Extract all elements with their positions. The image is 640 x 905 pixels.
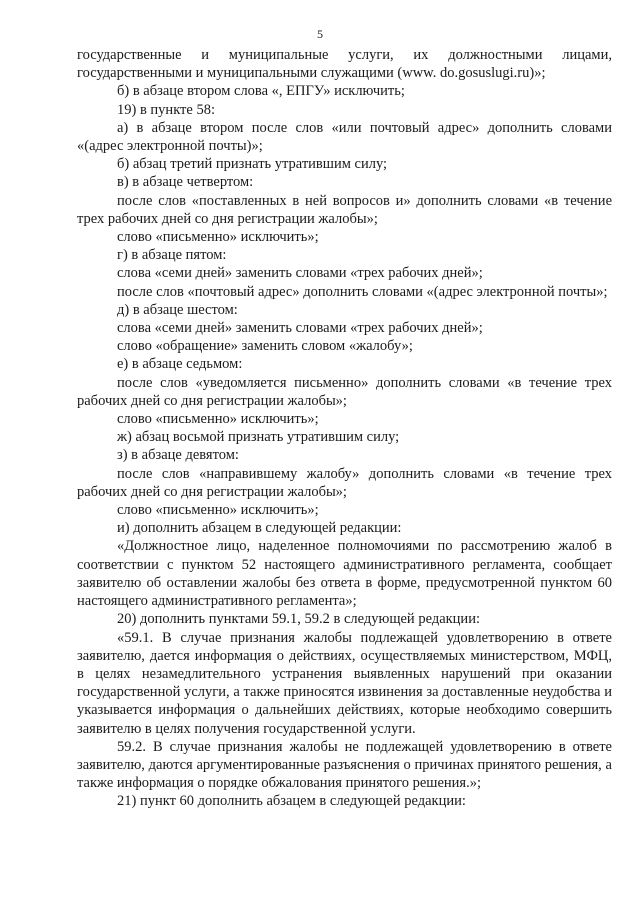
paragraph: слова «семи дней» заменить словами «трех рабочих дней»; bbox=[117, 265, 483, 282]
paragraph: 21) пункт 60 дополнить абзацем в следующей редакции: bbox=[117, 793, 466, 810]
paragraph: ж) абзац восьмой признать утратившим силу; bbox=[117, 429, 400, 446]
paragraph: а) в абзаце втором после слов «или почтовый адрес» дополнить словами «(адрес электронной почты)»; bbox=[77, 119, 612, 155]
paragraph: 59.2. В случае признания жалобы не подлежащей удовлетворению в ответе заявителю, даются аргументированные разъяснения о причинах принятого решения, а также информация о порядке обжалования принятого решения.»; bbox=[77, 738, 612, 792]
paragraph: з) в абзаце девятом: bbox=[117, 447, 239, 464]
paragraph: 20) дополнить пунктами 59.1, 59.2 в следующей редакции: bbox=[117, 611, 480, 628]
paragraph: после слов «направившему жалобу» дополнить словами «в течение трех рабочих дней со дня регистрации жалобы»; bbox=[77, 465, 612, 500]
paragraph: государственные и муниципальные услуги, их должностными лицами, государственными и муниципальными служащими (www. do.gosuslugi.ru)»; bbox=[77, 47, 612, 82]
paragraph: после слов «почтовый адрес» дополнить словами «(адрес электронной почты»; bbox=[117, 283, 608, 300]
paragraph: «Должностное лицо, наделенное полномочиями по рассмотрению жалоб в соответствии с пунктом 52 настоящего административного регламента, сообщает заявителю об оставлении жалобы без ответа в форме, предусмотренной пунктом 60 настоящего административного регламента»; bbox=[77, 538, 612, 610]
paragraph: и) дополнить абзацем в следующей редакции: bbox=[117, 520, 402, 537]
paragraph: г) в абзаце пятом: bbox=[117, 247, 227, 264]
paragraph: слово «письменно» исключить»; bbox=[117, 411, 319, 428]
document-body bbox=[77, 46, 612, 811]
paragraph: б) абзац третий признать утратившим силу; bbox=[117, 156, 388, 173]
paragraph: слова «семи дней» заменить словами «трех рабочих дней»; bbox=[117, 320, 483, 337]
paragraph: «59.1. В случае признания жалобы подлежащей удовлетворению в ответе заявителю, дается информация о действиях, осуществляемых министерством, МФЦ, в целях незамедлительного устранения выявленных нарушений при оказании государственной услуги, а также приносятся извинения за доставленные неудобства и указывается информация о дальнейших действиях, которые необходимо совершить заявителю в целях получения государственной услуги. bbox=[77, 629, 612, 737]
paragraph: в) в абзаце четвертом: bbox=[117, 174, 254, 191]
paragraph: 19) в пункте 58: bbox=[117, 101, 215, 118]
paragraph: слово «письменно» исключить»; bbox=[117, 502, 319, 519]
paragraph: слово «обращение» заменить словом «жалобу»; bbox=[117, 338, 413, 355]
paragraph: слово «письменно» исключить»; bbox=[117, 229, 319, 246]
paragraph: после слов «уведомляется письменно» дополнить словами «в течение трех рабочих дней со дня регистрации жалобы»; bbox=[77, 374, 612, 409]
paragraph: после слов «поставленных в ней вопросов и» дополнить словами «в течение трех рабочих дней со дня регистрации жалобы»; bbox=[77, 192, 612, 227]
paragraph: е) в абзаце седьмом: bbox=[117, 356, 243, 373]
paragraph: д) в абзаце шестом: bbox=[117, 301, 238, 318]
page-number: 5 bbox=[317, 27, 323, 41]
paragraph: б) в абзаце втором слова «, ЕПГУ» исключить; bbox=[117, 83, 405, 100]
